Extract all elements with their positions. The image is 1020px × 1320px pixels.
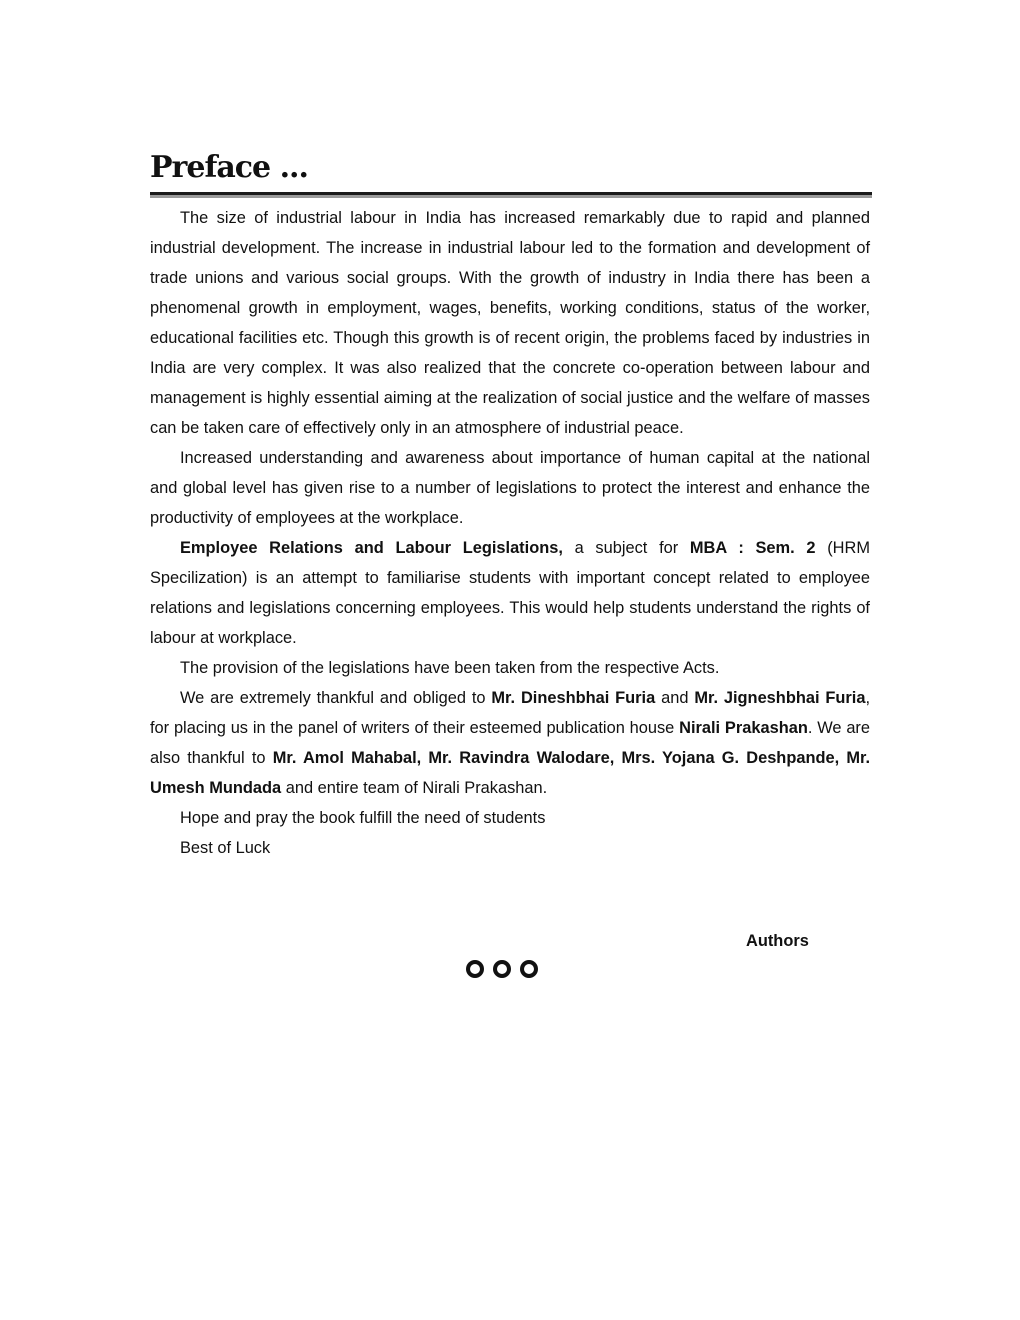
paragraph <box>150 203 870 443</box>
bold-text: MBA : Sem. 2 <box>689 539 816 557</box>
paragraph <box>150 833 870 863</box>
paragraph <box>150 653 870 683</box>
signature-authors: Authors <box>746 932 809 950</box>
bold-text: Mr. Amol Mahabal, Mr. Ravindra Walodare, Mrs. Yojana G. Deshpande, Mr. Umesh Mundada <box>150 749 871 797</box>
sun-ornament-icon <box>493 960 511 978</box>
text: We are extremely thankful and obliged to <box>180 689 492 707</box>
text: and entire team of Nirali Prakashan. <box>281 779 548 797</box>
paragraph <box>150 533 870 653</box>
title-rule-shadow <box>150 195 872 198</box>
preface-body <box>150 203 870 863</box>
text: and <box>655 689 695 707</box>
text: Hope and pray the book fulfill the need of students <box>180 809 546 827</box>
text: , for placing us in the panel of writers of their esteemed publication house <box>150 689 871 737</box>
text: Increased understanding and awareness about importance of human capital at the national and global level has given rise to a number of legislations to protect the interest and enhance the productivity of employees at the workplace. <box>150 449 870 527</box>
text: The provision of the legislations have been taken from the respective Acts. <box>180 659 720 677</box>
bold-text: Mr. Dineshbhai Furia <box>491 689 656 707</box>
sun-ornament-icon <box>466 960 484 978</box>
paragraph <box>150 683 870 803</box>
text: (HRM Specilization) is an attempt to familiarise students with important concept related to employee relations and legislations concerning employees. This would help students understand the rights of labour at workplace. <box>150 539 870 647</box>
sun-ornament-icon <box>520 960 538 978</box>
text: The size of industrial labour in India has increased remarkably due to rapid and planned industrial development. The increase in industrial labour led to the formation and development of trade unions and various social groups. With the growth of industry in India there has been a phenomenal growth in employment, wages, benefits, working conditions, status of the worker, educational facilities etc. Though this growth is of recent origin, the problems faced by industries in India are very complex. It was also realized that the concrete co-operation between labour and management is highly essential aiming at the realization of social justice and the welfare of masses can be taken care of effectively only in an atmosphere of industrial peace. <box>150 209 870 437</box>
bold-text: Employee Relations and Labour Legislations, <box>180 539 563 557</box>
bold-text: Mr. Jigneshbhai Furia <box>694 689 866 707</box>
paragraph <box>150 443 870 533</box>
text: . We are also thankful to <box>150 719 871 767</box>
bold-text: Nirali Prakashan <box>679 719 808 737</box>
paragraph <box>150 803 870 833</box>
end-ornament <box>466 960 538 978</box>
text: a subject for <box>562 539 690 557</box>
text: Best of Luck <box>180 839 271 857</box>
page-title: Preface ... <box>150 150 308 185</box>
